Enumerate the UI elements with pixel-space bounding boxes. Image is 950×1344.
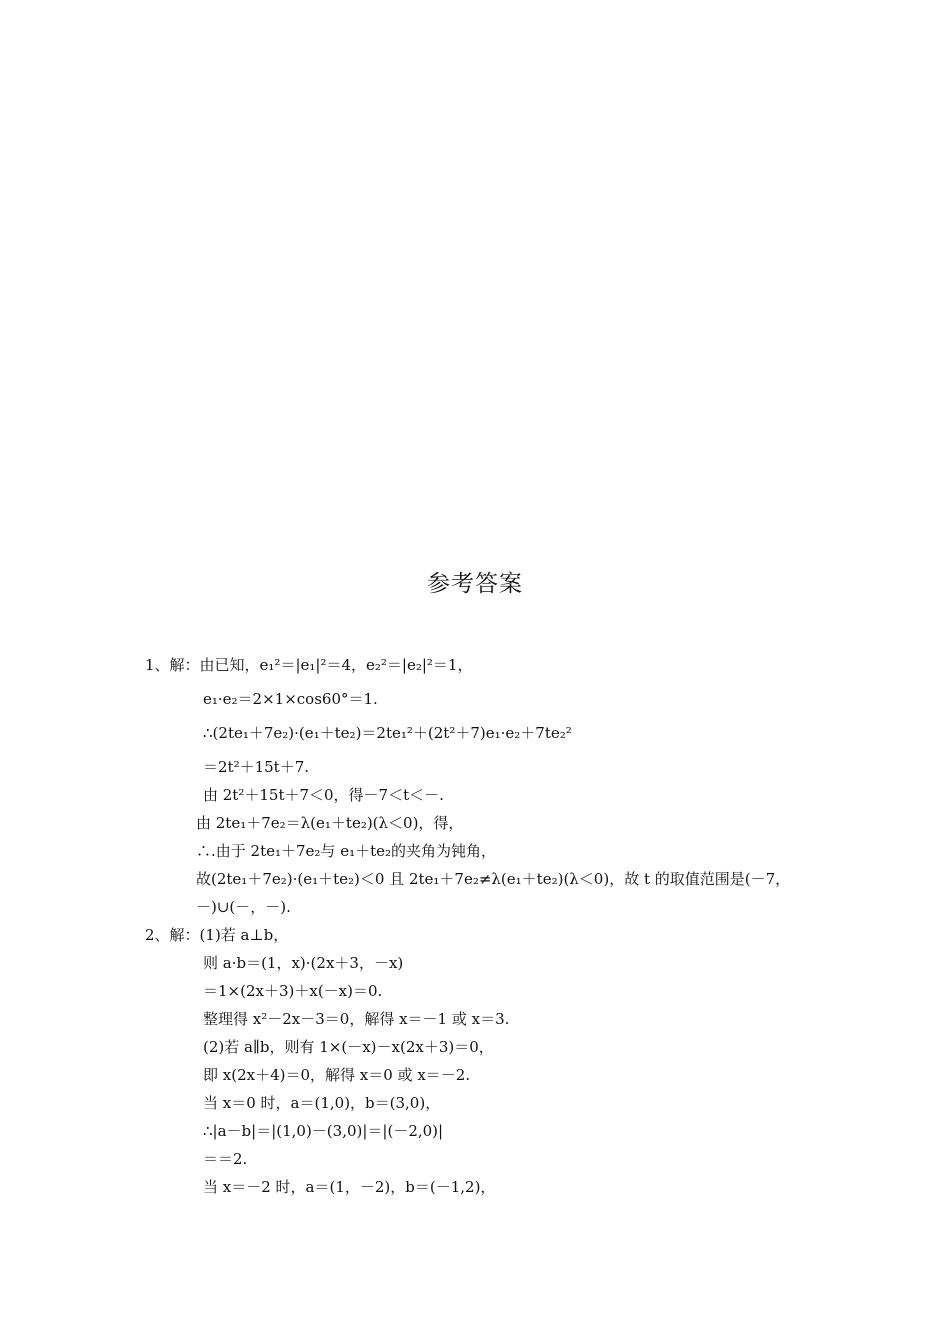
answer-1-line-1: 1、解：由已知，e₁²＝|e₁|²＝4，e₂²＝|e₂|²＝1， xyxy=(145,656,473,674)
answer-2-line-4: 整理得 x²－2x－3＝0，解得 x＝－1 或 x＝3. xyxy=(203,1010,510,1028)
answer-2-line-9: ＝＝2. xyxy=(203,1150,248,1168)
answer-1-line-8: 故(2te₁＋7e₂)·(e₁＋te₂)＜0 且 2te₁＋7e₂≠λ(e₁＋te₂)(λ＜0)，故 t 的取值范围是(－7， xyxy=(196,870,791,888)
answer-1-line-2: e₁·e₂＝2×1×cos60°＝1. xyxy=(203,690,378,708)
answer-2-line-7: 当 x＝0 时，a＝(1,0)，b＝(3,0)， xyxy=(203,1094,441,1112)
answer-2-line-2: 则 a·b＝(1，x)·(2x＋3，－x) xyxy=(203,954,404,972)
answer-1-line-5: 由 2t²＋15t＋7＜0，得－7＜t＜－. xyxy=(203,786,444,804)
answer-2-line-10: 当 x＝－2 时，a＝(1，－2)，b＝(－1,2)， xyxy=(203,1178,496,1196)
answer-2-line-5: (2)若 a∥b，则有 1×(－x)－x(2x＋3)＝0， xyxy=(203,1038,494,1056)
answer-1-line-7: ∴.由于 2te₁＋7e₂与 e₁＋te₂的夹角为钝角， xyxy=(196,842,497,860)
answer-1-line-9: －)∪(－，－). xyxy=(196,898,291,916)
answer-1-line-6: 由 2te₁＋7e₂＝λ(e₁＋te₂)(λ＜0)，得， xyxy=(196,814,464,832)
page-title: 参考答案 xyxy=(427,571,523,597)
answer-2-line-8: ∴|a－b|＝|(1,0)－(3,0)|＝|(－2,0)| xyxy=(203,1122,444,1140)
answer-2-line-1: 2、解：(1)若 a⊥b， xyxy=(145,926,289,944)
answer-2-line-3: ＝1×(2x＋3)＋x(－x)＝0. xyxy=(203,982,383,1000)
answer-1-line-3: ∴(2te₁＋7e₂)·(e₁＋te₂)＝2te₁²＋(2t²＋7)e₁·e₂＋7te₂² xyxy=(203,724,572,742)
answer-2-line-6: 即 x(2x＋4)＝0，解得 x＝0 或 x＝－2. xyxy=(203,1066,471,1084)
answer-1-line-4: ＝2t²＋15t＋7. xyxy=(203,758,310,776)
